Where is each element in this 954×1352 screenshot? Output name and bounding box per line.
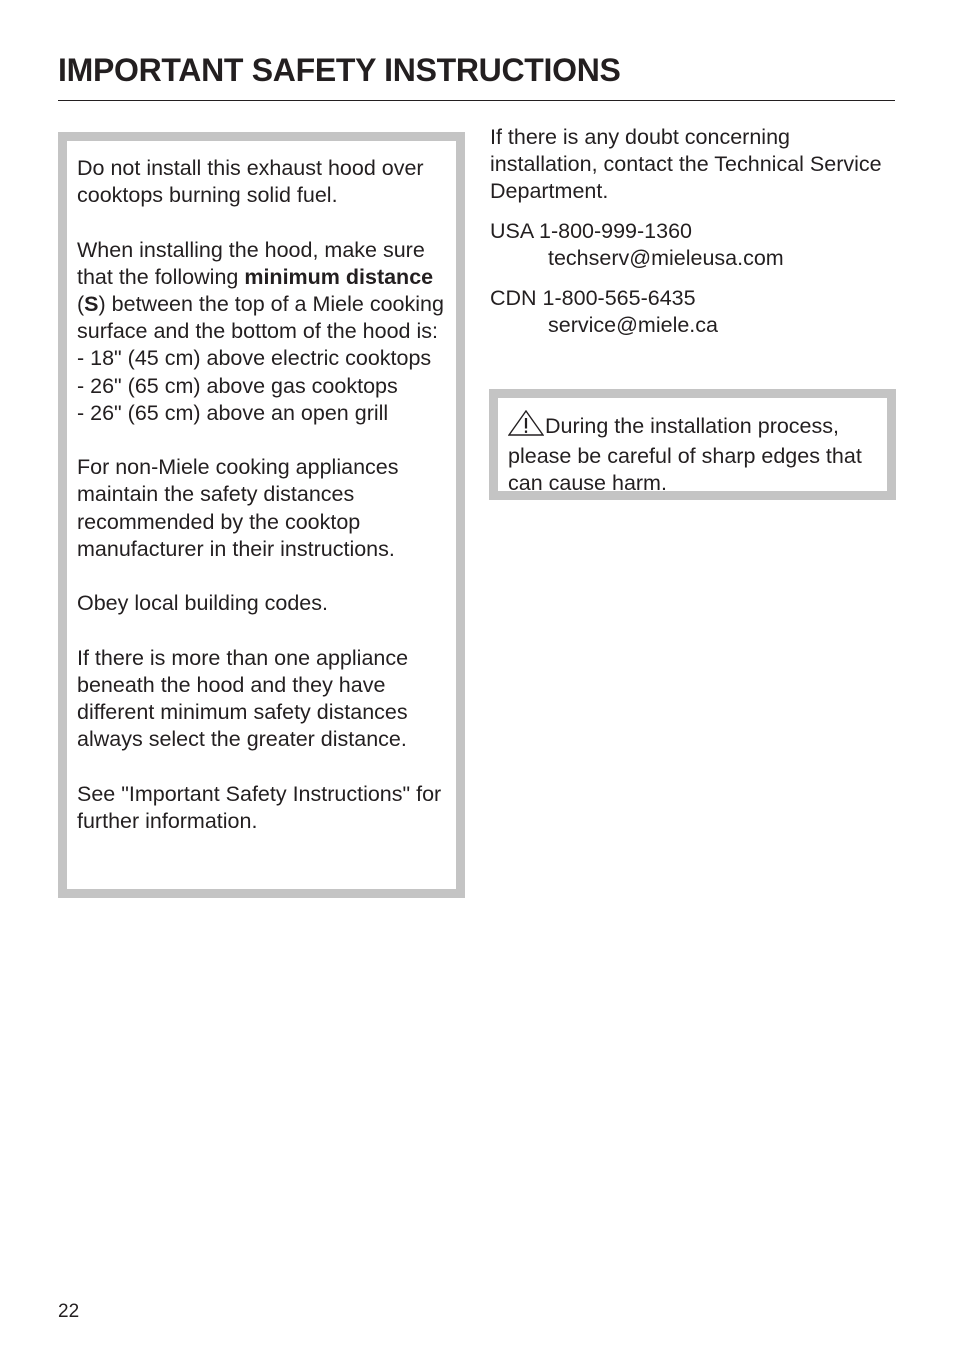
installation-notice-box <box>58 132 465 898</box>
minimum-distance-text-start: When installing the hood, make sure that the following <box>77 237 425 289</box>
contact-usa <box>490 218 896 272</box>
page-title: IMPORTANT SAFETY INSTRUCTIONS <box>58 52 621 88</box>
usa-phone: USA 1-800-999-1360 <box>490 218 693 243</box>
canada-phone: CDN 1-800-565-6435 <box>490 286 696 311</box>
list-item: - 26" (65 cm) above an open grill <box>77 400 389 425</box>
title-divider <box>58 100 895 101</box>
minimum-distance-note <box>77 237 446 346</box>
list-item: - 26" (65 cm) above gas cooktops <box>77 373 398 398</box>
contact-intro: If there is any doubt concerning installation, contact the Technical Service Department. <box>490 125 882 204</box>
minimum-distance-paren-open: ( <box>77 292 85 316</box>
page-number: 22 <box>58 1301 80 1322</box>
solid-fuel-note: Do not install this exhaust hood over cooktops burning solid fuel. <box>77 156 424 208</box>
distance-symbol: S <box>84 292 99 316</box>
further-info-note: See "Important Safety Instructions" for further information. <box>77 781 442 833</box>
building-codes-note: Obey local building codes. <box>77 591 328 616</box>
minimum-distance-term: minimum distance <box>244 264 434 289</box>
distance-list <box>77 345 446 427</box>
contact-section <box>490 124 896 339</box>
usa-email: techserv@mieleusa.com <box>548 245 784 270</box>
warning-triangle-icon <box>508 410 544 443</box>
multiple-appliances-note: If there is more than one appliance beneath the hood and they have different minimum safety distances always select the greater distance. <box>77 645 409 752</box>
contact-canada <box>490 285 896 339</box>
warning-text: During the installation process, please be careful of sharp edges that can cause harm. <box>508 414 862 496</box>
sharp-edges-warning-box <box>489 389 896 500</box>
non-miele-note: For non-Miele cooking appliances maintain the safety distances recommended by the cooktop manufacturer in their instructions. <box>77 455 399 561</box>
canada-email: service@miele.ca <box>548 313 718 338</box>
minimum-distance-text-end: ) between the top of a Miele cooking surface and the bottom of the hood is: <box>77 292 444 344</box>
list-item: - 18" (45 cm) above electric cooktops <box>77 346 432 371</box>
